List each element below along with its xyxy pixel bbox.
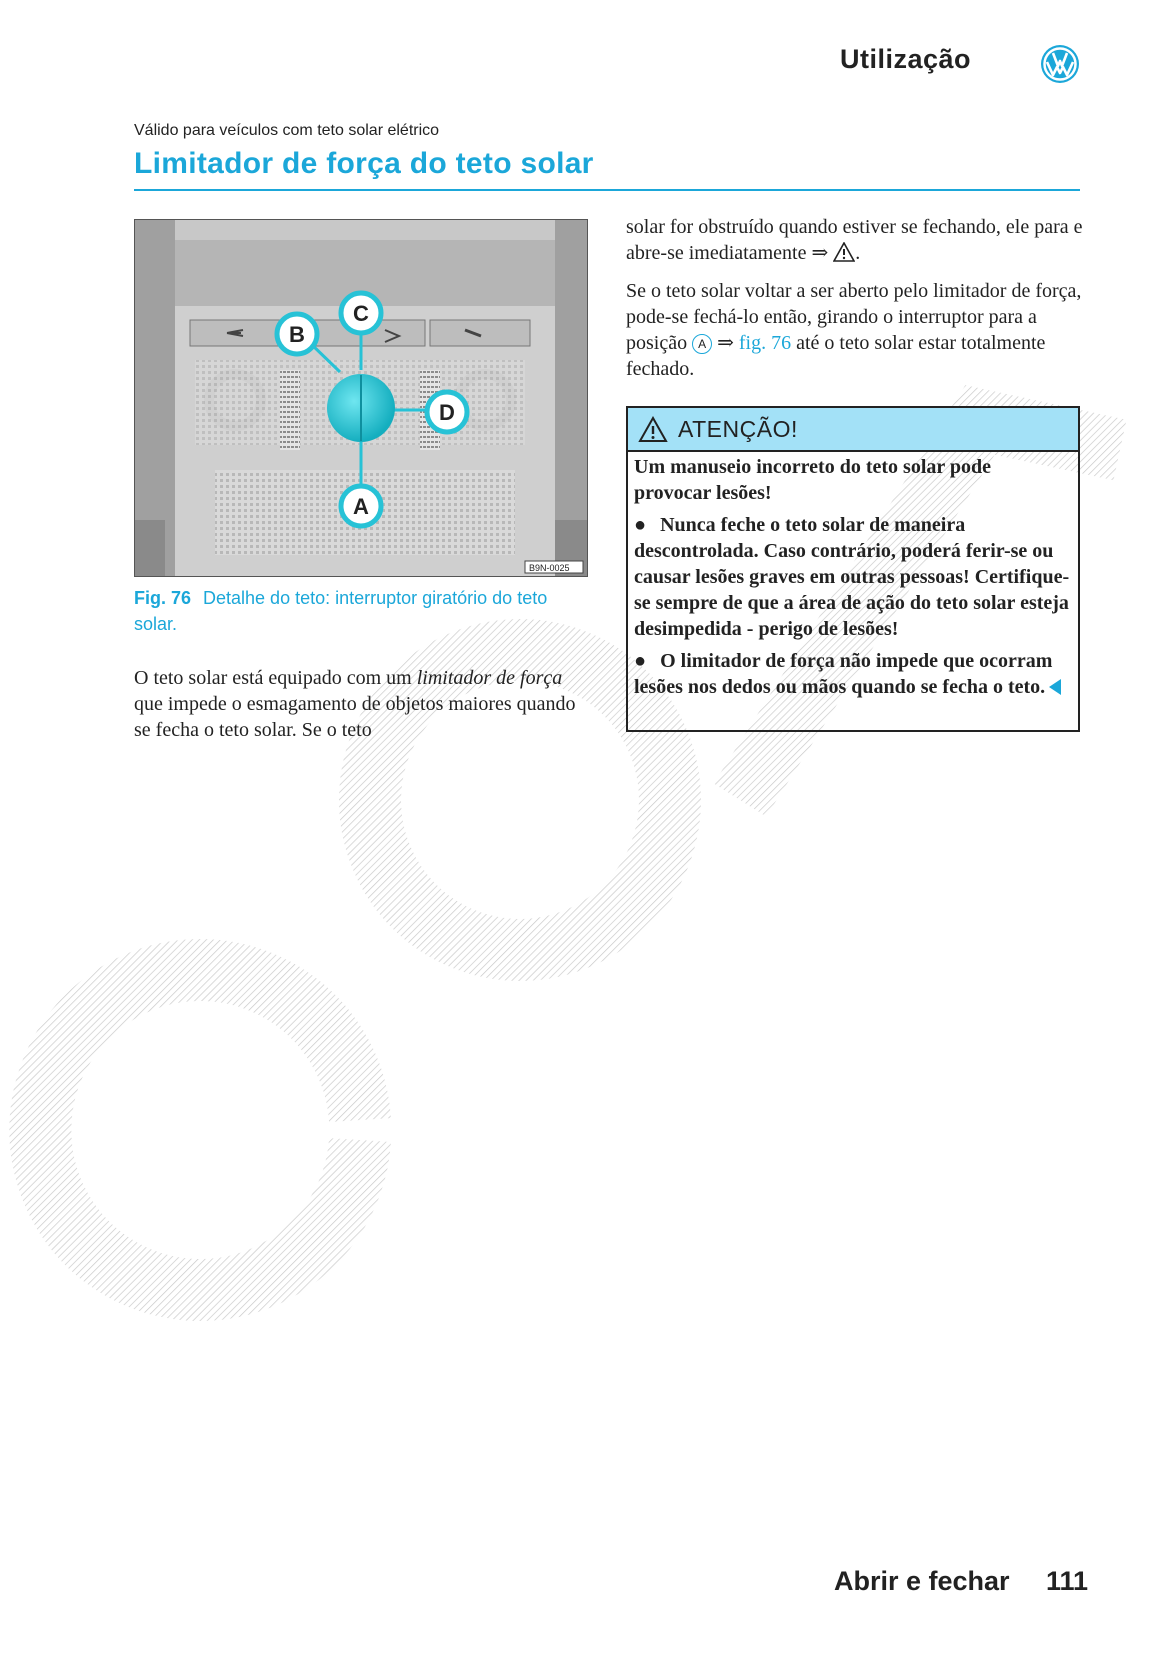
label-d: [427, 392, 467, 432]
figure-76-link[interactable]: fig. 76: [738, 332, 792, 354]
svg-text:B: B: [289, 322, 305, 347]
warning-header: [628, 408, 1078, 452]
intro-text-2: que impede o esmagamento de objetos maiores quando se fecha o teto solar. Se o teto: [134, 693, 576, 741]
svg-text:C: C: [353, 301, 369, 326]
warning-bullet-2-text: O limitador de força não impede que ocorram lesões nos dedos ou mãos quando se fecha o teto.: [634, 650, 1053, 698]
bullet-icon: ●: [634, 650, 647, 672]
reclose-text-1: Se o teto solar voltar a ser aberto pelo limitador de força, pode-se fechá-lo então, girando o interruptor para a posição: [626, 280, 1082, 354]
intro-text-1: O teto solar está equipado com um: [134, 667, 417, 689]
warning-triangle-icon: [833, 242, 855, 262]
vw-logo-icon: [1040, 44, 1080, 84]
label-c: [341, 293, 381, 333]
footer-section-name: Abrir e fechar: [834, 1566, 1010, 1596]
warning-bullet-2: [634, 648, 1072, 700]
figure-number: Fig. 76: [134, 588, 192, 608]
section-end-icon: [1049, 679, 1061, 695]
label-b: [277, 314, 317, 354]
roof-console-illustration: [135, 220, 587, 576]
reclose-arrow: ⇒: [712, 332, 739, 354]
continuation-paragraph: [626, 214, 1086, 266]
section-title: Limitador de força do teto solar: [134, 147, 594, 180]
warning-bullet-1: [634, 512, 1072, 642]
page-number: 111: [1046, 1566, 1089, 1596]
warning-box: [626, 406, 1080, 732]
figure-caption-text: Detalhe do teto: interruptor giratório do teto solar.: [134, 588, 548, 634]
header-title: Utilização: [839, 44, 971, 74]
warning-intro: Um manuseio incorreto do teto solar pode provocar lesões!: [634, 456, 992, 504]
figure-caption: [134, 585, 594, 637]
warning-content: [628, 452, 1078, 708]
continuation-text: solar for obstruído quando estiver se fechando, ele para e abre-se imediatamente ⇒: [626, 216, 1083, 264]
svg-text:D: D: [439, 400, 455, 425]
intro-emphasis: limitador de força: [416, 667, 563, 689]
title-divider: [134, 189, 1080, 191]
reclose-paragraph: [626, 278, 1086, 382]
label-a: [341, 486, 381, 526]
intro-paragraph: [134, 665, 590, 743]
figure-code: B9N-0025: [529, 563, 570, 573]
continuation-end: .: [855, 242, 861, 264]
warning-title: ATENÇÃO!: [678, 415, 798, 442]
reclose-text-2: até o teto solar estar totalmente fechado.: [626, 332, 1046, 380]
warning-triangle-icon: [638, 416, 668, 443]
figure-76: [134, 219, 588, 577]
warning-bullet-1-text: Nunca feche o teto solar de maneira descontrolada. Caso contrário, poderá ferir-se ou causar lesões graves em outras pessoas! Certifique-se sempre de que a área de ação do teto solar esteja desimpedida - perigo de lesões!: [634, 514, 1070, 640]
validity-note: Válido para veículos com teto solar elétrico: [134, 122, 440, 139]
position-a-symbol: A: [692, 334, 712, 354]
bullet-icon: ●: [634, 514, 647, 536]
svg-text:A: A: [353, 494, 369, 519]
